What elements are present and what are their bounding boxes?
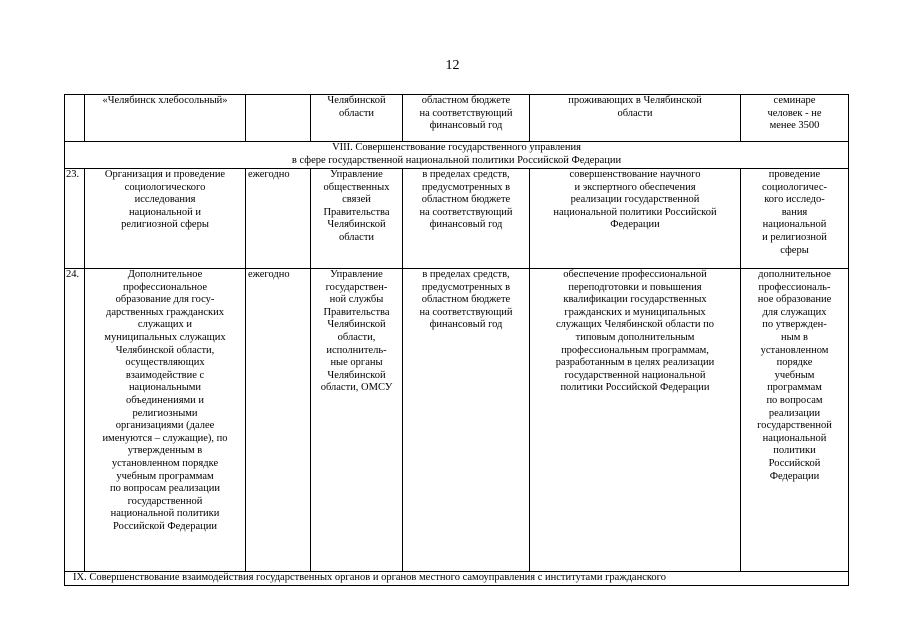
row-number: 24. — [65, 269, 85, 572]
purpose-cell: обеспечение профессиональной переподготовки и повышения квалификации государственных гражданских и муниципальных служащих Челябинской области по типовым дополнительным профессиональным программам, разработанным в целях реализации государственной национальной политики Российской Федерации — [530, 269, 741, 572]
measures-table — [64, 94, 849, 586]
executor-cell: Управление общественных связей Правительства Челябинской области — [311, 169, 403, 269]
financing-cell: областном бюджете на соответствующий финансовый год — [403, 95, 530, 142]
table-row — [65, 169, 849, 269]
table-row — [65, 95, 849, 142]
executor-cell: Челябинской области — [311, 95, 403, 142]
financing-cell: в пределах средств, предусмотренных в областном бюджете на соответствующий финансовый год — [403, 169, 530, 269]
section-heading-viii: VIII. Совершенствование государственного управления в сфере государственной национальной политики Российской Федерации — [65, 142, 849, 169]
table-row — [65, 269, 849, 572]
period-cell: ежегодно — [246, 169, 311, 269]
period-cell: ежегодно — [246, 269, 311, 572]
executor-cell: Управление государствен- ной службы Правительства Челябинской области, исполнитель- ные органы Челябинской области, ОМСУ — [311, 269, 403, 572]
indicator-cell: семинаре человек - не менее 3500 — [741, 95, 849, 142]
period-cell — [246, 95, 311, 142]
indicator-cell: проведение социологичес- кого исследо- вания национальной и религиозной сферы — [741, 169, 849, 269]
section-heading-ix: IX. Совершенствование взаимодействия государственных органов и органов местного самоуправления с институтами гражданского — [65, 572, 849, 586]
indicator-cell: дополнительное профессиональ- ное образование для служащих по утвержден- ным в установленном порядке учебным программам по вопросам реализации государственной национальной политики Российской Федерации — [741, 269, 849, 572]
financing-cell: в пределах средств, предусмотренных в областном бюджете на соответствующий финансовый год — [403, 269, 530, 572]
section-heading-row — [65, 142, 849, 169]
purpose-cell: проживающих в Челябинской области — [530, 95, 741, 142]
purpose-cell: совершенствование научного и экспертного обеспечения реализации государственной национальной политики Российской Федерации — [530, 169, 741, 269]
page-number: 12 — [445, 58, 460, 73]
row-number: 23. — [65, 169, 85, 269]
activity-cell: Дополнительное профессиональное образование для госу- дарственных гражданских служащих и муниципальных служащих Челябинской области, осуществляющих взаимодействие с национальными объединениями и религиозными организациями (далее именуются – служащие), по утвержденным в установленном порядке учебным программам по вопросам реализации государственной национальной политики Российской Федерации — [85, 269, 246, 572]
row-number — [65, 95, 85, 142]
activity-cell: Организация и проведение социологического исследования национальной и религиозной сферы — [85, 169, 246, 269]
section-heading-row — [65, 572, 849, 586]
activity-cell: «Челябинск хлебосольный» — [85, 95, 246, 142]
